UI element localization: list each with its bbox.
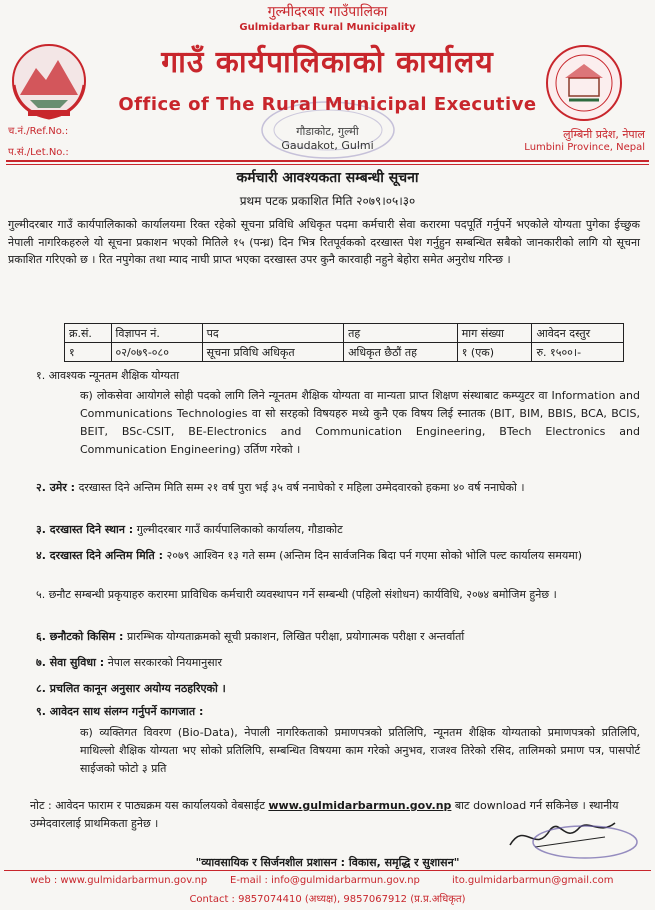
note-text: नोट : आवेदन फाराम र पाठ्यक्रम यस कार्यालयको वेबसाईट	[30, 799, 265, 812]
table-header-cell: आवेदन दस्तुर	[532, 324, 624, 343]
item-8	[36, 680, 636, 698]
office-title-nepali: गाउँ कार्यपालिकाको कार्यालय	[161, 45, 494, 80]
item-3-text: गुल्मीदरबार गाउँ कार्यपालिकाको कार्यालय, गौडाकोट	[136, 523, 343, 536]
notice-subtitle: प्रथम पटक प्रकाशित मिति २०७९।०५।३०	[239, 194, 416, 208]
footer-divider	[4, 870, 651, 871]
table-header-cell: क्र.सं.	[65, 324, 112, 343]
table-cell: अधिकृत छैठौं तह	[344, 343, 458, 362]
header-divider	[6, 160, 649, 162]
item-2-label: २. उमेर :	[36, 481, 76, 494]
item-3	[36, 521, 636, 539]
item-9	[36, 703, 636, 721]
table-cell: सूचना प्रविधि अधिकृत	[202, 343, 344, 362]
item-6-label: ६. छनौटको किसिम :	[36, 630, 124, 643]
item-1-title: १. आवश्यक न्यूनतम शैक्षिक योग्यता	[36, 369, 180, 382]
note-tail: बाट download गर्न सकिनेछ । स्थानीय उम्मेदवारलाई प्राथमिकता हुनेछ ।	[30, 799, 619, 830]
item-3-label: ३. दरखास्त दिने स्थान :	[36, 523, 134, 536]
item-6-text: प्रारम्भिक योग्यताक्रमको सूची प्रकाशन, लिखित परीक्षा, प्रयोगात्मक परीक्षा र अन्तर्वार्ता	[126, 630, 465, 643]
municipality-name-nepali: गुल्मीदरबार गाउँपालिका	[267, 4, 388, 20]
table-cell: रु. १५००।-	[532, 343, 624, 362]
header-divider-thin	[6, 164, 649, 165]
item-2-text: दरखास्त दिने अन्तिम मिति सम्म २१ वर्ष पुरा भई ३५ वर्ष ननाघेको र महिला उम्मेदवारको हकमा ४० वर्ष ननाघेको ।	[78, 481, 525, 494]
table-header-row	[65, 324, 624, 343]
item-1-text: क) लोकसेवा आयोगले सोही पदको लागि लिने न्यूनतम शैक्षिक योग्यता वा मान्यता प्राप्त शिक्षण संस्थाबाट कम्प्युटर वा Information and Communications Technologies वा सो सरहको विषयहरु मध्ये कुनै एक विषय लिई स्नातक (BIT, BIM, BBIS, BCA, BCIS, BEIT, BSc-CSIT, BE-Electronics and Communication Engineering, BTech Electronics and Communication Engineering) उर्तिण गरेको ।	[80, 389, 640, 456]
table-header-cell: तह	[344, 324, 458, 343]
office-title-english: Office of The Rural Municipal Executive	[118, 94, 537, 115]
letter-number-label: प.सं./Let.No.:	[8, 147, 69, 158]
item-9-text: क) व्यक्तिगत विवरण (Bio-Data), नेपाली नागरिकताको प्रमाणपत्रको प्रतिलिपि, न्यूनतम शैक्षिक योग्यताको प्रमाणपत्रको प्रतिलिपि, माथिल्लो शैक्षिक योग्यता भए सोको प्रतिलिपि, सम्बन्धित विषयमा काम गरेको अनुभव, राजश्व तिरेको रसिद, तालिमको प्रमाण पत्र, पासपोर्ट साईजको फोटो ३ प्रति	[80, 726, 640, 775]
item-7-text: नेपाल सरकारको नियमानुसार	[107, 656, 223, 669]
municipality-name-english: Gulmidarbar Rural Municipality	[239, 22, 416, 33]
table-header-cell: पद	[202, 324, 344, 343]
province-english: Lumbini Province, Nepal	[524, 142, 645, 153]
vacancy-table	[64, 323, 624, 362]
item-4	[36, 547, 636, 565]
province-nepali: लुम्बिनी प्रदेश, नेपाल	[563, 128, 645, 141]
item-7-label: ७. सेवा सुविधा :	[36, 656, 105, 669]
ref-number-label: च.नं./Ref.No.:	[8, 126, 69, 137]
footer-contact: Contact : 9857074410 (अध्यक्ष), 9857067912 (प्र.प्र.अधिकृत)	[189, 894, 466, 905]
table-cell: १	[65, 343, 112, 362]
footer-email-secondary: ito.gulmidarbarmun@gmail.com	[452, 875, 614, 886]
notice-title: कर्मचारी आवश्यकता सम्बन्धी सूचना	[236, 170, 419, 186]
footer-slogan: "व्यावसायिक र सिर्जनशील प्रशासन : विकास, समृद्धि र सुशासन"	[195, 856, 460, 869]
item-5-text: ५. छनौट सम्बन्धी प्रकृयाहरु करारमा प्राविधिक कर्मचारी व्यवस्थापन गर्ने सम्बन्धी (पहिलो संशोधन) कार्यविधि, २०७४ बमोजिम हुनेछ ।	[36, 588, 557, 601]
table-row	[65, 343, 624, 362]
item-4-text: २०७९ आश्विन १३ गते सम्म (अन्तिम दिन सार्वजनिक बिदा पर्न गएमा सोको भोलि पल्ट कार्यालय समयमा)	[166, 549, 582, 562]
address-nepali: गौडाकोट, गुल्मी	[296, 125, 359, 138]
website-link[interactable]: www.gulmidarbarmun.gov.np	[268, 799, 452, 812]
item-2	[36, 479, 636, 497]
address-english: Gaudakot, Gulmi	[281, 139, 374, 152]
item-7	[36, 654, 636, 672]
officer-stamp-icon	[525, 818, 640, 860]
footer-website: web : www.gulmidarbarmun.gov.np	[30, 875, 208, 886]
item-4-label: ४. दरखास्त दिने अन्तिम मिति :	[36, 549, 164, 562]
table-cell: १ (एक)	[457, 343, 532, 362]
footer-email: E-mail : info@gulmidarbarmun.gov.np	[230, 875, 420, 886]
table-header-cell: माग संख्या	[457, 324, 532, 343]
item-8-label: ८. प्रचलित कानून अनुसार अयोग्य नठहरिएको ।	[36, 682, 226, 695]
item-9-label: ९. आवेदन साथ संलग्न गर्नुपर्ने कागजात :	[36, 705, 204, 718]
table-cell: ०२/०७९-०८०	[111, 343, 202, 362]
item-6	[36, 628, 636, 646]
notice-intro-paragraph: गुल्मीदरबार गाउँ कार्यपालिकाको कार्यालयमा रिक्त रहेको सूचना प्रविधि अधिकृत पदमा कर्मचारी सेवा करारमा पदपूर्ति गर्नुपर्ने भएकोले योग्यता पुगेका ईच्छुक नेपाली नागरिकहरुले यो सूचना प्रकाशन भएको मितिले १५ (पन्ध्र) दिन भित्र रितपूर्वकको दरखास्त पेश गर्नुहुन सम्बन्धित सबैको जानकारीको लागि यो सूचना प्रकाशित गरिएको छ । रित नपुगेका तथा म्याद नाघी प्राप्त भएका दरखास्त उपर कुनै कारवाही नहुने बेहोरा समेत अनुरोध गरिन्छ ।	[8, 218, 640, 266]
table-header-cell: विज्ञापन नं.	[111, 324, 202, 343]
